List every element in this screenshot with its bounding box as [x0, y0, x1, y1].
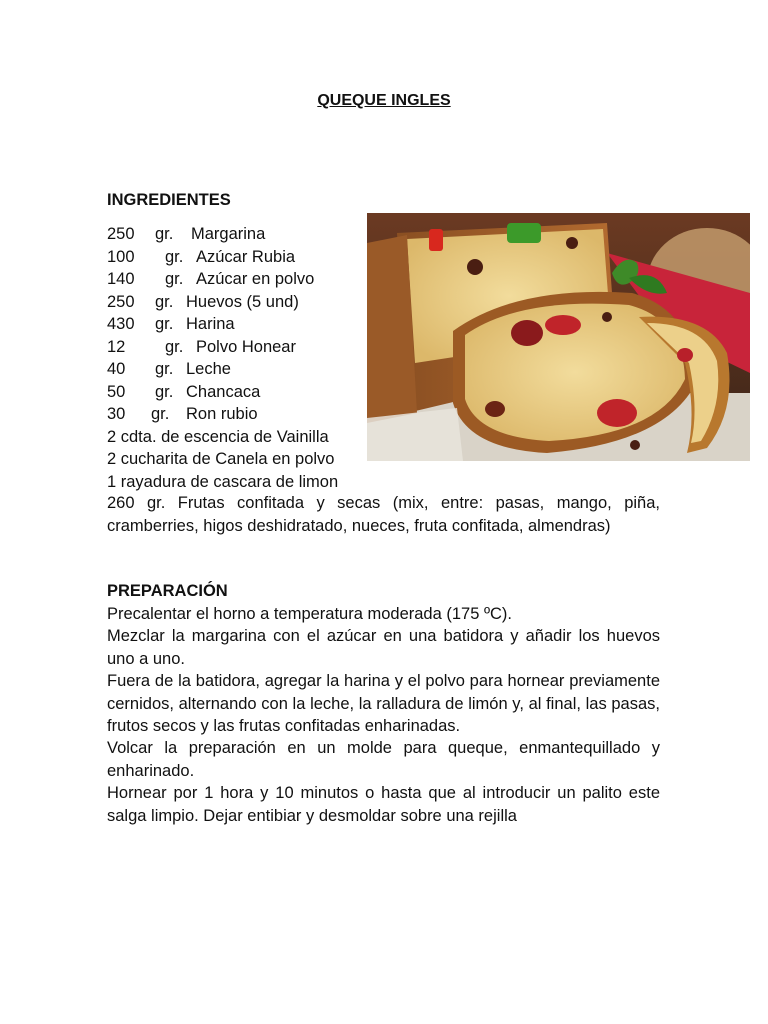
ingredient-item: 100 gr. Azúcar Rubia	[107, 247, 296, 266]
ingredient-item: 430 gr. Harina	[107, 315, 235, 333]
preparation-steps	[107, 603, 660, 827]
preparation-heading: PREPARACIÓN	[107, 582, 228, 600]
ingredient-item: 50 gr. Chancaca	[107, 382, 261, 401]
ingredient-item: 140 gr. Azúcar en polvo	[107, 270, 315, 288]
preparation-step: Hornear por 1 hora y 10 minutos o hasta que al introducir un palito este salga limpio. Dejar entibiar y desmoldar sobre una rejilla	[107, 784, 660, 825]
ingredient-item: 2 cdta. de escencia de Vainilla	[107, 427, 329, 446]
preparation-step: Volcar la preparación en un molde para queque, enmantequillado y enharinado.	[107, 739, 660, 780]
preparation-step: Mezclar la margarina con el azúcar en una batidora y añadir los huevos uno a uno.	[107, 627, 660, 668]
fruitcake-photo	[367, 213, 750, 461]
preparation-step: Precalentar el horno a temperatura moderada (175 ºC).	[107, 605, 512, 623]
ingredient-item: 12 gr. Polvo Honear	[107, 337, 296, 356]
ingredient-item: 1 rayadura de cascara de limon	[107, 472, 339, 491]
fruit-ingredient-line: 260 gr. Frutas confitada y secas (mix, entre: pasas, mango, piña, cramberries, higos deshidratado, nueces, fruta confitada, almendras)	[107, 494, 660, 535]
ingredient-item: 250 gr. Huevos (5 und)	[107, 292, 299, 311]
ingredient-item: 2 cucharita de Canela en polvo	[107, 450, 335, 468]
page-title: QUEQUE INGLES	[317, 92, 451, 109]
ingredient-item: 30 gr. Ron rubio	[107, 405, 258, 423]
ingredient-item: 250 gr. Margarina	[107, 225, 266, 243]
preparation-step: Fuera de la batidora, agregar la harina y el polvo para hornear previamente cernidos, alternando con la leche, la ralladura de limón y, al final, las pasas, frutos secos y las frutas confitadas enharinadas.	[107, 672, 660, 736]
ingredients-heading: INGREDIENTES	[107, 191, 231, 209]
ingredient-item: 40 gr. Leche	[107, 360, 231, 378]
